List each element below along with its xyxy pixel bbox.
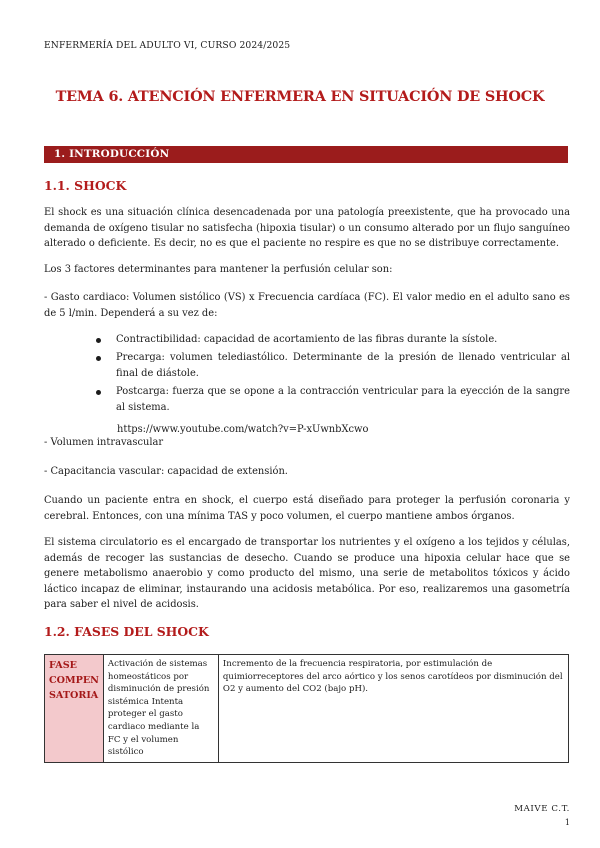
section-heading-introduccion: 1. INTRODUCCIÓN — [44, 146, 568, 163]
bullet-item-precarga: Precarga: volumen telediastólico. Determinante de la presión de llenado ventricular al final de diástole. — [96, 350, 570, 381]
phase-detail-cell: Incremento de la frecuencia respiratoria, por estimulación de quimiorreceptores del arco aórtico y los senos carotídeos por disminución del O2 y aumento del CO2 (bajo pH). — [218, 655, 568, 763]
paragraph-capacitancia: - Capacitancia vascular: capacidad de extensión. — [44, 466, 288, 477]
bullet-item-contractibilidad: Contractibilidad: capacidad de acortamiento de las fibras durante la sístole. — [96, 332, 570, 348]
subsection-heading-fases: 1.2. FASES DEL SHOCK — [44, 624, 209, 639]
page-number: 1 — [564, 818, 570, 827]
paragraph-gasto-cardiaco: - Gasto cardiaco: Volumen sistólico (VS) x Frecuencia cardíaca (FC). El valor medio en el adulto sano es de 5 l/min. Dependerá a su vez de: — [44, 292, 570, 319]
paragraph-volumen-intravascular: - Volumen intravascular — [44, 437, 164, 448]
bullet-list-determinants — [96, 332, 570, 418]
footer-author: MAIVE C.T. — [514, 804, 570, 814]
page-header: ENFERMERÍA DEL ADULTO VI, CURSO 2024/2025 — [44, 40, 291, 51]
phase-name-cell: FASE COMPEN SATORIA — [45, 655, 104, 763]
shock-phases-table — [44, 654, 569, 763]
subsection-heading-shock: 1.1. SHOCK — [44, 178, 127, 193]
paragraph-shock-protection: Cuando un paciente entra en shock, el cuerpo está diseñado para proteger la perfusión coronaria y cerebral. Entonces, con una mínima TAS y poco volumen, el cuerpo mantiene ambos órganos. — [44, 495, 570, 522]
video-link[interactable]: https://www.youtube.com/watch?v=P-xUwnbXcwo — [117, 424, 369, 435]
page-title: TEMA 6. ATENCIÓN ENFERMERA EN SITUACIÓN DE SHOCK — [55, 88, 545, 105]
table-row — [45, 655, 569, 763]
phase-description-cell: Activación de sistemas homeostáticos por disminución de presión sistémica Intenta proteger el gasto cardiaco mediante la FC y el volumen sistólico — [103, 655, 218, 763]
bullet-item-postcarga: Postcarga: fuerza que se opone a la contracción ventricular para la eyección de la sangre al sistema. — [96, 384, 570, 415]
paragraph-circulatory-system: El sistema circulatorio es el encargado de transportar los nutrientes y el oxígeno a los tejidos y células, además de recoger las sustancias de desecho. Cuando se produce una hipoxia celular hace que se genere metabolismo anaerobio y como producto del mismo, una serie de metabolitos tóxicos y ácido láctico incapaz de eliminar, instaurando una acidosis metabólica. Por eso, realizaremos una gasometría para saber el nivel de acidosis. — [44, 537, 570, 611]
paragraph-factors-intro: Los 3 factores determinantes para mantener la perfusión celular son: — [44, 264, 393, 275]
paragraph-shock-definition: El shock es una situación clínica desencadenada por una patología preexistente, que ha provocado una demanda de oxígeno tisular no satisfecha (hipoxia tisular) o un consumo alterado por un flujo sanguíneo alterado o deficiente. Es decir, no es que el paciente no respire es que no se distribuye correctamente. — [44, 207, 570, 250]
